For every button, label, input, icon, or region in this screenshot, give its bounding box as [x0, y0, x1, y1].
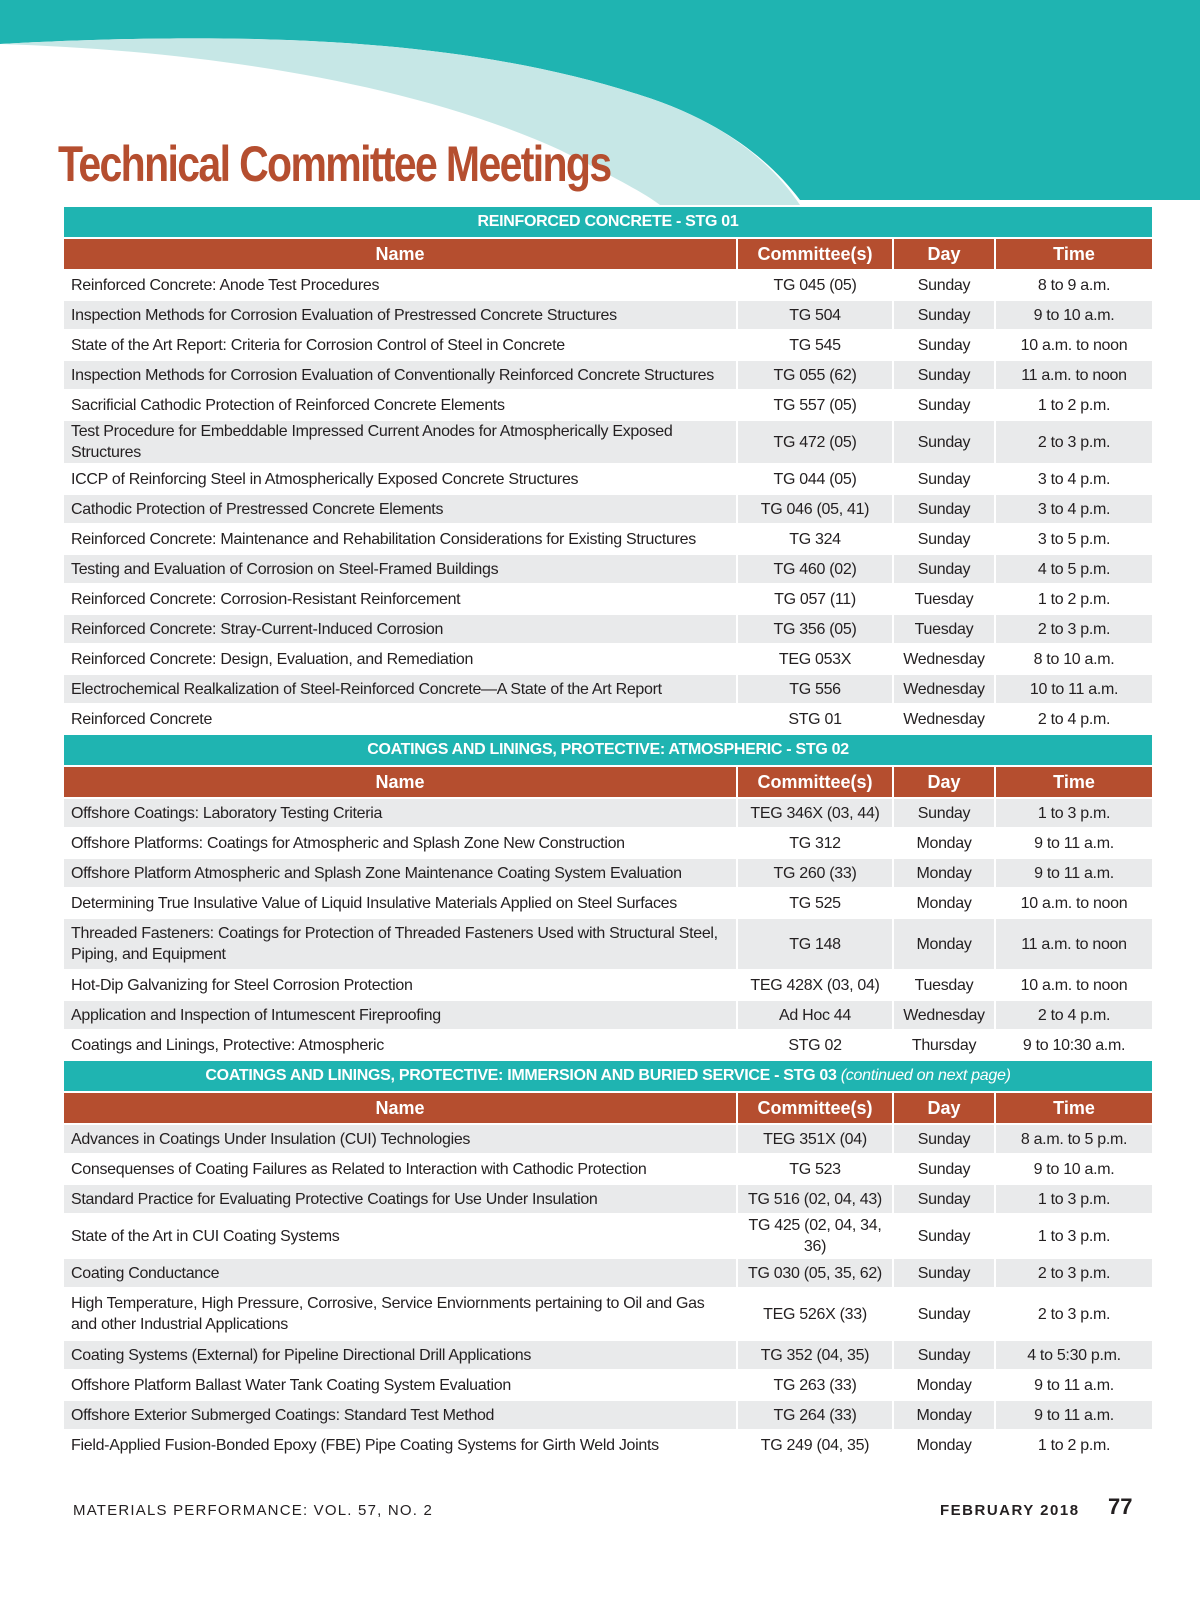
meeting-time: 9 to 10 a.m. — [995, 300, 1153, 330]
meeting-name: High Temperature, High Pressure, Corrosive, Service Enviornments pertaining to Oil and Gas and other Industrial Applications — [63, 1288, 737, 1340]
table-row — [63, 494, 1153, 524]
meeting-day: Monday — [893, 1400, 995, 1430]
meeting-day: Sunday — [893, 554, 995, 584]
meeting-time: 2 to 3 p.m. — [995, 614, 1153, 644]
meeting-day: Sunday — [893, 330, 995, 360]
meeting-name: ICCP of Reinforcing Steel in Atmospherically Exposed Concrete Structures — [63, 464, 737, 494]
meeting-committee: TG 055 (62) — [737, 360, 893, 390]
section-header — [63, 206, 1153, 238]
meeting-committee: TG 045 (05) — [737, 270, 893, 300]
meeting-day: Monday — [893, 1370, 995, 1400]
meeting-time: 1 to 2 p.m. — [995, 584, 1153, 614]
meeting-name: Application and Inspection of Intumescent Fireproofing — [63, 1000, 737, 1030]
meeting-time: 8 to 10 a.m. — [995, 644, 1153, 674]
page-number: 77 — [1108, 1494, 1133, 1519]
meeting-committee: TEG 053X — [737, 644, 893, 674]
meeting-committee: TG 523 — [737, 1154, 893, 1184]
table-row — [63, 554, 1153, 584]
table-row — [63, 390, 1153, 420]
meeting-day: Sunday — [893, 798, 995, 828]
meeting-committee: TG 557 (05) — [737, 390, 893, 420]
table-row — [63, 1288, 1153, 1340]
table-row — [63, 420, 1153, 464]
meeting-name: Reinforced Concrete: Anode Test Procedures — [63, 270, 737, 300]
meeting-committee: TG 148 — [737, 918, 893, 970]
meeting-day: Monday — [893, 1430, 995, 1460]
column-header-committees: Committee(s) — [737, 238, 893, 270]
table-row — [63, 828, 1153, 858]
meeting-committee: TG 504 — [737, 300, 893, 330]
meeting-committee: TEG 428X (03, 04) — [737, 970, 893, 1000]
table-row — [63, 674, 1153, 704]
meeting-time: 11 a.m. to noon — [995, 360, 1153, 390]
meeting-committee: TG 312 — [737, 828, 893, 858]
table-row — [63, 888, 1153, 918]
table-row — [63, 330, 1153, 360]
table-row — [63, 1124, 1153, 1154]
page-title: Technical Committee Meetings — [58, 136, 611, 192]
meeting-name: Sacrificial Cathodic Protection of Reinforced Concrete Elements — [63, 390, 737, 420]
meeting-day: Sunday — [893, 1340, 995, 1370]
meeting-day: Monday — [893, 918, 995, 970]
footer-date: FEBRUARY 2018 — [940, 1502, 1080, 1519]
meeting-committee: TEG 351X (04) — [737, 1124, 893, 1154]
meeting-time: 9 to 11 a.m. — [995, 858, 1153, 888]
table-row — [63, 1030, 1153, 1060]
meeting-name: Reinforced Concrete: Design, Evaluation, and Remediation — [63, 644, 737, 674]
meetings-table — [62, 205, 1154, 1461]
column-header-time: Time — [995, 1092, 1153, 1124]
meeting-time: 3 to 4 p.m. — [995, 494, 1153, 524]
section-title-cell — [63, 734, 1153, 766]
meeting-committee: Ad Hoc 44 — [737, 1000, 893, 1030]
meeting-name: Offshore Exterior Submerged Coatings: Standard Test Method — [63, 1400, 737, 1430]
meeting-name: Cathodic Protection of Prestressed Concrete Elements — [63, 494, 737, 524]
meeting-time: 4 to 5:30 p.m. — [995, 1340, 1153, 1370]
table-row — [63, 970, 1153, 1000]
meeting-name: Determining True Insulative Value of Liquid Insulative Materials Applied on Steel Surfaces — [63, 888, 737, 918]
table-row — [63, 360, 1153, 390]
meeting-committee: STG 01 — [737, 704, 893, 734]
meeting-time: 1 to 3 p.m. — [995, 798, 1153, 828]
meetings-table-container — [62, 205, 1152, 1461]
meeting-name: Consequenses of Coating Failures as Related to Interaction with Cathodic Protection — [63, 1154, 737, 1184]
meeting-committee: TG 545 — [737, 330, 893, 360]
meeting-committee: TG 264 (33) — [737, 1400, 893, 1430]
meeting-time: 11 a.m. to noon — [995, 918, 1153, 970]
meeting-day: Sunday — [893, 270, 995, 300]
meeting-day: Sunday — [893, 300, 995, 330]
meeting-day: Sunday — [893, 1258, 995, 1288]
meeting-day: Sunday — [893, 360, 995, 390]
meeting-day: Sunday — [893, 420, 995, 464]
meeting-time: 1 to 2 p.m. — [995, 1430, 1153, 1460]
meeting-name: Inspection Methods for Corrosion Evaluation of Prestressed Concrete Structures — [63, 300, 737, 330]
meeting-day: Sunday — [893, 1214, 995, 1258]
meeting-committee: TG 472 (05) — [737, 420, 893, 464]
meeting-time: 4 to 5 p.m. — [995, 554, 1153, 584]
meeting-committee: TG 525 — [737, 888, 893, 918]
meeting-day: Sunday — [893, 1184, 995, 1214]
meeting-committee: TG 356 (05) — [737, 614, 893, 644]
section-title-cell — [63, 1060, 1153, 1092]
meeting-name: Testing and Evaluation of Corrosion on Steel-Framed Buildings — [63, 554, 737, 584]
meeting-name: State of the Art in CUI Coating Systems — [63, 1214, 737, 1258]
column-header-row — [63, 766, 1153, 798]
meeting-committee: TG 263 (33) — [737, 1370, 893, 1400]
table-row — [63, 1258, 1153, 1288]
meeting-time: 9 to 10 a.m. — [995, 1154, 1153, 1184]
meeting-time: 2 to 3 p.m. — [995, 1258, 1153, 1288]
meeting-committee: TG 425 (02, 04, 34, 36) — [737, 1214, 893, 1258]
meeting-committee: STG 02 — [737, 1030, 893, 1060]
meeting-name: Offshore Coatings: Laboratory Testing Criteria — [63, 798, 737, 828]
meeting-time: 2 to 4 p.m. — [995, 1000, 1153, 1030]
table-row — [63, 300, 1153, 330]
meeting-day: Sunday — [893, 494, 995, 524]
footer-publication: MATERIALS PERFORMANCE: VOL. 57, NO. 2 — [73, 1502, 434, 1519]
meeting-name: Reinforced Concrete — [63, 704, 737, 734]
table-row — [63, 644, 1153, 674]
meeting-day: Wednesday — [893, 704, 995, 734]
meeting-day: Wednesday — [893, 1000, 995, 1030]
section-title-cell — [63, 206, 1153, 238]
table-row — [63, 614, 1153, 644]
meeting-name: Reinforced Concrete: Maintenance and Rehabilitation Considerations for Existing Structures — [63, 524, 737, 554]
meeting-committee: TG 260 (33) — [737, 858, 893, 888]
meeting-name: Field-Applied Fusion-Bonded Epoxy (FBE) Pipe Coating Systems for Girth Weld Joints — [63, 1430, 737, 1460]
meeting-day: Sunday — [893, 1154, 995, 1184]
meeting-time: 10 a.m. to noon — [995, 888, 1153, 918]
table-row — [63, 270, 1153, 300]
column-header-day: Day — [893, 766, 995, 798]
meeting-time: 9 to 11 a.m. — [995, 828, 1153, 858]
meeting-name: Standard Practice for Evaluating Protective Coatings for Use Under Insulation — [63, 1184, 737, 1214]
meeting-day: Sunday — [893, 464, 995, 494]
meeting-day: Wednesday — [893, 674, 995, 704]
column-header-day: Day — [893, 238, 995, 270]
meeting-day: Thursday — [893, 1030, 995, 1060]
meeting-time: 3 to 4 p.m. — [995, 464, 1153, 494]
meeting-committee: TG 044 (05) — [737, 464, 893, 494]
meeting-day: Wednesday — [893, 644, 995, 674]
meeting-day: Monday — [893, 828, 995, 858]
meeting-committee: TG 352 (04, 35) — [737, 1340, 893, 1370]
table-row — [63, 1184, 1153, 1214]
column-header-time: Time — [995, 766, 1153, 798]
table-row — [63, 1400, 1153, 1430]
meeting-time: 1 to 3 p.m. — [995, 1184, 1153, 1214]
meeting-name: Hot-Dip Galvanizing for Steel Corrosion Protection — [63, 970, 737, 1000]
meeting-day: Tuesday — [893, 584, 995, 614]
meeting-committee: TG 460 (02) — [737, 554, 893, 584]
meeting-name: Coatings and Linings, Protective: Atmospheric — [63, 1030, 737, 1060]
meeting-day: Sunday — [893, 390, 995, 420]
meeting-time: 2 to 3 p.m. — [995, 420, 1153, 464]
meeting-day: Tuesday — [893, 614, 995, 644]
table-row — [63, 858, 1153, 888]
meeting-day: Monday — [893, 858, 995, 888]
meeting-name: Offshore Platforms: Coatings for Atmospheric and Splash Zone New Construction — [63, 828, 737, 858]
meeting-time: 3 to 5 p.m. — [995, 524, 1153, 554]
section-title: COATINGS AND LININGS, PROTECTIVE: ATMOSPHERIC - STG 02 — [367, 741, 849, 758]
table-row — [63, 704, 1153, 734]
meeting-time: 2 to 3 p.m. — [995, 1288, 1153, 1340]
table-row — [63, 798, 1153, 828]
column-header-committees: Committee(s) — [737, 1092, 893, 1124]
meeting-time: 8 to 9 a.m. — [995, 270, 1153, 300]
column-header-row — [63, 238, 1153, 270]
meeting-committee: TG 556 — [737, 674, 893, 704]
section-title: COATINGS AND LININGS, PROTECTIVE: IMMERSION AND BURIED SERVICE - STG 03 — [205, 1067, 837, 1084]
meeting-committee: TEG 346X (03, 44) — [737, 798, 893, 828]
section-title: REINFORCED CONCRETE - STG 01 — [477, 213, 739, 230]
meeting-time: 9 to 11 a.m. — [995, 1370, 1153, 1400]
meeting-time: 2 to 4 p.m. — [995, 704, 1153, 734]
meeting-name: Coating Conductance — [63, 1258, 737, 1288]
table-row — [63, 1430, 1153, 1460]
meeting-name: Inspection Methods for Corrosion Evaluation of Conventionally Reinforced Concrete Structures — [63, 360, 737, 390]
meeting-committee: TG 516 (02, 04, 43) — [737, 1184, 893, 1214]
meeting-time: 10 to 11 a.m. — [995, 674, 1153, 704]
meeting-day: Sunday — [893, 524, 995, 554]
table-row — [63, 1000, 1153, 1030]
column-header-row — [63, 1092, 1153, 1124]
table-row — [63, 584, 1153, 614]
meeting-name: Offshore Platform Ballast Water Tank Coating System Evaluation — [63, 1370, 737, 1400]
meeting-committee: TG 030 (05, 35, 62) — [737, 1258, 893, 1288]
meeting-day: Sunday — [893, 1124, 995, 1154]
table-row — [63, 1340, 1153, 1370]
meeting-name: Threaded Fasteners: Coatings for Protection of Threaded Fasteners Used with Structural Steel, Piping, and Equipment — [63, 918, 737, 970]
section-header — [63, 1060, 1153, 1092]
meeting-name: Coating Systems (External) for Pipeline Directional Drill Applications — [63, 1340, 737, 1370]
meeting-committee: TG 324 — [737, 524, 893, 554]
meeting-name: Reinforced Concrete: Corrosion-Resistant Reinforcement — [63, 584, 737, 614]
meeting-day: Tuesday — [893, 970, 995, 1000]
table-row — [63, 1214, 1153, 1258]
column-header-committees: Committee(s) — [737, 766, 893, 798]
table-row — [63, 1154, 1153, 1184]
meeting-name: Advances in Coatings Under Insulation (CUI) Technologies — [63, 1124, 737, 1154]
meeting-time: 10 a.m. to noon — [995, 330, 1153, 360]
meeting-committee: TG 046 (05, 41) — [737, 494, 893, 524]
column-header-name: Name — [63, 1092, 737, 1124]
column-header-time: Time — [995, 238, 1153, 270]
column-header-name: Name — [63, 766, 737, 798]
meeting-name: Offshore Platform Atmospheric and Splash Zone Maintenance Coating System Evaluation — [63, 858, 737, 888]
table-row — [63, 464, 1153, 494]
meeting-name: Test Procedure for Embeddable Impressed Current Anodes for Atmospherically Exposed Structures — [63, 420, 737, 464]
meeting-committee: TG 249 (04, 35) — [737, 1430, 893, 1460]
column-header-day: Day — [893, 1092, 995, 1124]
column-header-name: Name — [63, 238, 737, 270]
meeting-day: Monday — [893, 888, 995, 918]
meeting-time: 9 to 11 a.m. — [995, 1400, 1153, 1430]
meeting-time: 1 to 2 p.m. — [995, 390, 1153, 420]
table-row — [63, 1370, 1153, 1400]
meeting-time: 9 to 10:30 a.m. — [995, 1030, 1153, 1060]
meeting-time: 1 to 3 p.m. — [995, 1214, 1153, 1258]
meeting-name: Reinforced Concrete: Stray-Current-Induced Corrosion — [63, 614, 737, 644]
meeting-day: Sunday — [893, 1288, 995, 1340]
table-row — [63, 918, 1153, 970]
meeting-time: 10 a.m. to noon — [995, 970, 1153, 1000]
meeting-committee: TG 057 (11) — [737, 584, 893, 614]
meeting-time: 8 a.m. to 5 p.m. — [995, 1124, 1153, 1154]
meeting-committee: TEG 526X (33) — [737, 1288, 893, 1340]
meeting-name: State of the Art Report: Criteria for Corrosion Control of Steel in Concrete — [63, 330, 737, 360]
section-note: (continued on next page) — [840, 1067, 1011, 1084]
table-row — [63, 524, 1153, 554]
meeting-name: Electrochemical Realkalization of Steel-Reinforced Concrete—A State of the Art Report — [63, 674, 737, 704]
section-header — [63, 734, 1153, 766]
